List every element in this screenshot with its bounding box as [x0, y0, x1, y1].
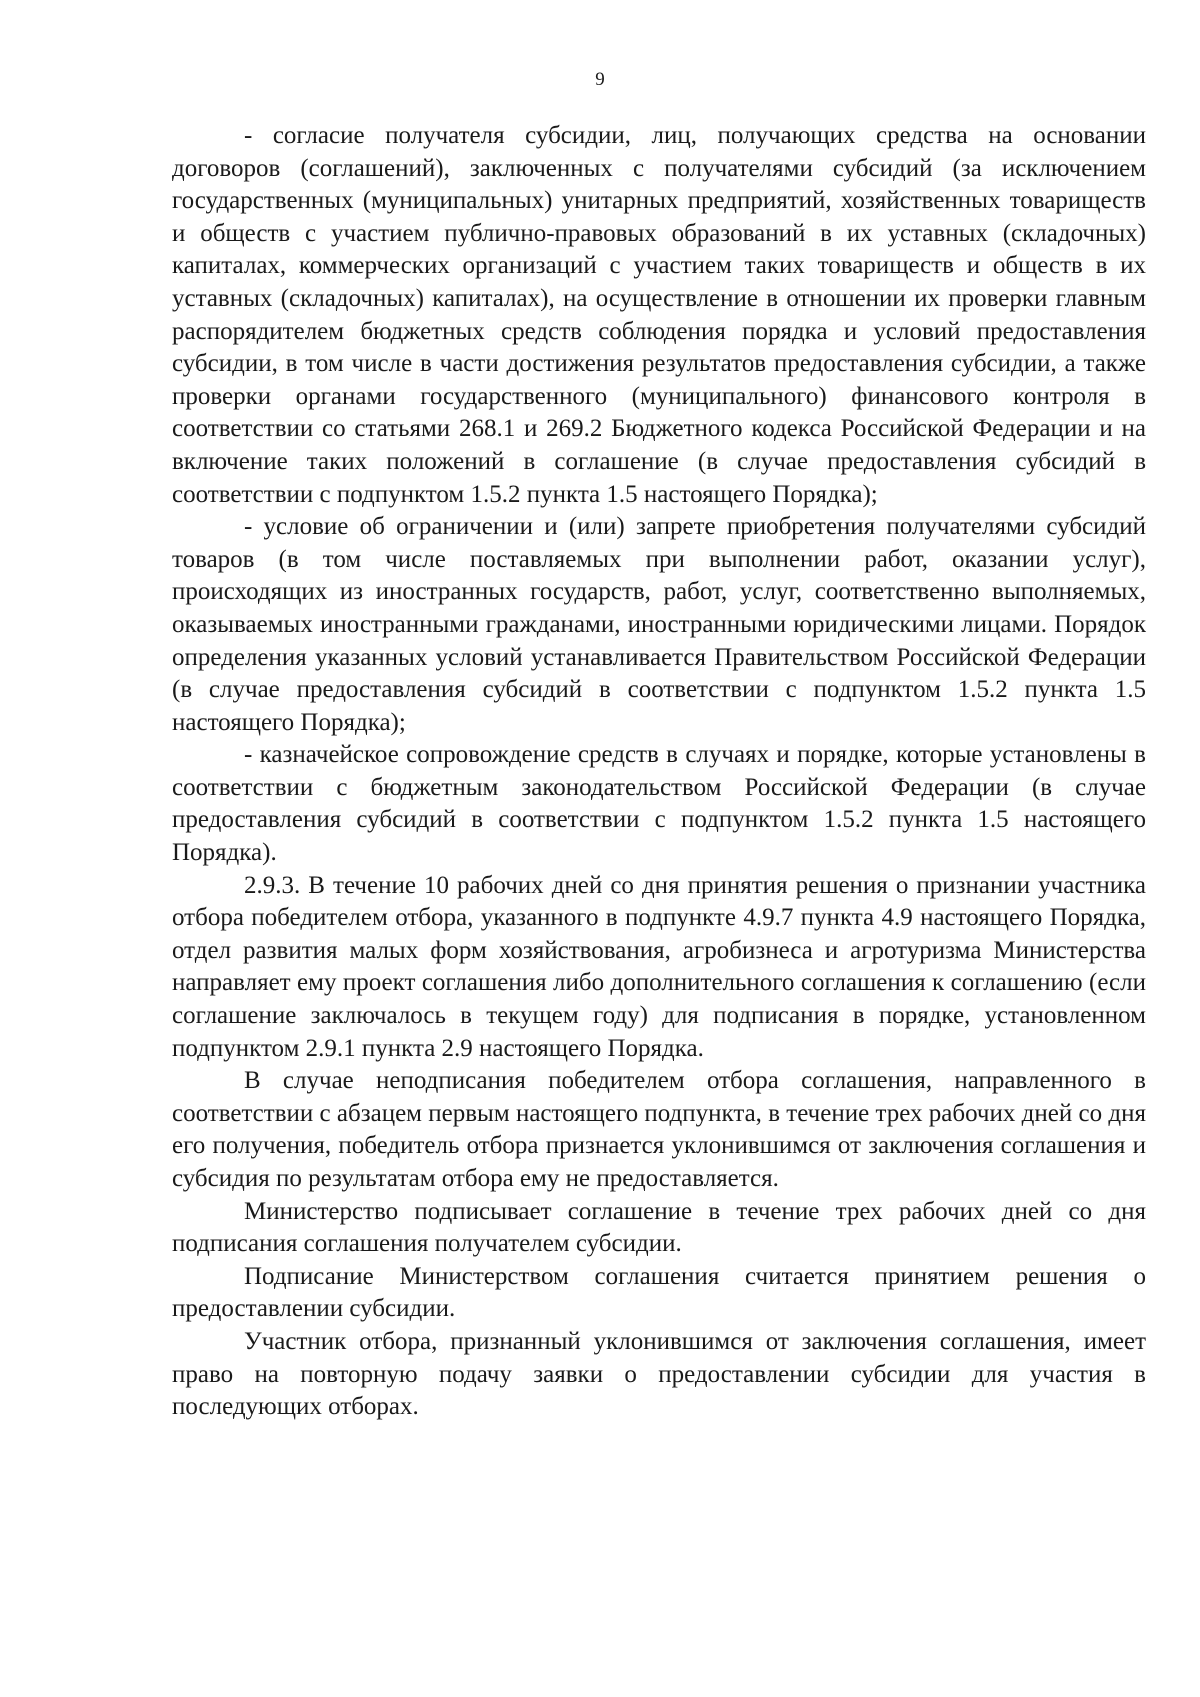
paragraph-treasury-support: - казначейское сопровождение средств в случаях и порядке, которые установлены в соответствии с бюджетным законодательством Российской Федерации (в случае предоставления субсидий в соответствии с подпунктом 1.5.2 пункта 1.5 настоящего Порядка).: [172, 741, 1146, 867]
paragraph-ministry-signs: Министерство подписывает соглашение в течение трех рабочих дней со дня подписания соглашения получателем субсидии.: [172, 1197, 1146, 1258]
paragraph-reapplication-right: Участник отбора, признанный уклонившимся от заключения соглашения, имеет право на повторную подачу заявки о предоставлении субсидии для участия в последующих отборах.: [172, 1327, 1146, 1421]
paragraph-signing-decision: Подписание Министерством соглашения считается принятием решения о предоставлении субсидии.: [172, 1262, 1146, 1323]
paragraph-foreign-goods-restriction: - условие об ограничении и (или) запрете приобретения получателями субсидий товаров (в том числе поставляемых при выполнении работ, оказании услуг), происходящих из иностранных государств, работ, услуг, соответственно выполняемых, оказываемых иностранными гражданами, иностранными юридическими лицами. Порядок определения указанных условий устанавливается Правительством Российской Федерации (в случае предоставления субсидий в соответствии с подпунктом 1.5.2 пункта 1.5 настоящего Порядка);: [172, 513, 1146, 736]
page-number: 9: [595, 69, 605, 90]
paragraph-clause-2-9-3: 2.9.3. В течение 10 рабочих дней со дня принятия решения о признании участника отбора победителем отбора, указанного в подпункте 4.9.7 пункта 4.9 настоящего Порядка, отдел развития малых форм хозяйствования, агробизнеса и агротуризма Министерства направляет ему проект соглашения либо дополнительного соглашения к соглашению (если соглашение заключалось в текущем году) для подписания в порядке, установленном подпунктом 2.9.1 пункта 2.9 настоящего Порядка.: [172, 871, 1146, 1062]
paragraph-non-signing: В случае неподписания победителем отбора соглашения, направленного в соответствии с абзацем первым настоящего подпункта, в течение трех рабочих дней со дня его получения, победитель отбора признается уклонившимся от заключения соглашения и субсидия по результатам отбора ему не предоставляется.: [172, 1067, 1146, 1192]
paragraph-consent-to-inspection: - согласие получателя субсидии, лиц, получающих средства на основании договоров (соглашений), заключенных с получателями субсидий (за исключением государственных (муниципальных) унитарных предприятий, хозяйственных товариществ и обществ с участием публично-правовых образований в их уставных (складочных) капиталах, коммерческих организаций с участием таких товариществ и обществ в их уставных (складочных) капиталах), на осуществление в отношении их проверки главным распорядителем бюджетных средств соблюдения порядка и условий предоставления субсидии, в том числе в части достижения результатов предоставления субсидии, а также проверки органами государственного (муниципального) финансового контроля в соответствии со статьями 268.1 и 269.2 Бюджетного кодекса Российской Федерации и на включение таких положений в соглашение (в случае предоставления субсидий в соответствии с подпунктом 1.5.2 пункта 1.5 настоящего Порядка);: [172, 122, 1146, 508]
document-body: [172, 120, 1146, 1424]
